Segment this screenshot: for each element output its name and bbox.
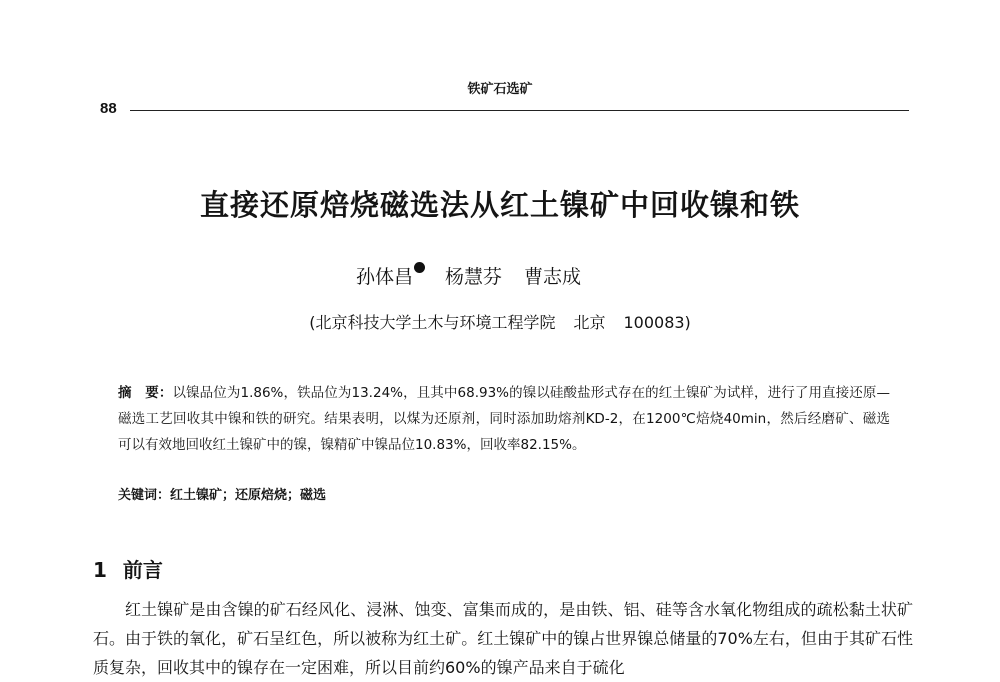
abstract-label: 摘 要： [118,385,173,401]
paper-title: 直接还原焙烧磁选法从红土镍矿中回收镍和铁 [199,188,800,222]
section-number: 1 [93,558,107,582]
body-text [93,595,913,682]
keywords [118,484,890,503]
header-rule [130,110,909,111]
journal-name: 铁矿石选矿 [467,82,533,97]
keywords-label: 关键词： [118,488,171,503]
keywords-text: 红土镍矿；还原焙烧；磁选 [170,488,327,503]
page-number: 88 [100,100,117,117]
section-title: 前言 [122,558,163,582]
abstract-text: 以镍品位为1.86%，铁品位为13.24%，且其中68.93%的镍以硅酸盐形式存在的红土镍矿为试样，进行了用直接还原—磁选工艺回收其中镍和铁的研究。结果表明，以煤为还原剂，同时添加助熔剂KD-2，在1200℃焙烧40min，然后经磨矿、磁选可以有效地回收红土镍矿中的镍，镍精矿中镍品位10.83%，回收率82.15%。 [118,385,890,453]
abstract [118,380,890,458]
affiliation-city: 北京 [573,313,606,332]
intro-paragraph: 红土镍矿是由含镍的矿石经风化、浸淋、蚀变、富集而成的，是由铁、铝、硅等含水氧化物组成的疏松黏土状矿石。由于铁的氧化，矿石呈红色，所以被称为红土矿。红土镍矿中的镍占世界镍总储量的70%左右，但由于其矿石性质复杂，回收其中的镍存在一定困难，所以目前约60%的镍产品来自于硫化 [93,600,913,677]
author-list [356,262,581,289]
author-name: 曹志成 [524,266,582,288]
author-name: 杨慧芬 [445,266,503,288]
author-name: 孙体昌 [356,266,414,288]
affiliation [0,310,1000,333]
footnote-marker-icon [414,262,425,273]
section-heading [93,554,163,583]
affiliation-postcode: 100083) [623,313,691,332]
affiliation-org: (北京科技大学土木与环境工程学院 [309,313,556,332]
